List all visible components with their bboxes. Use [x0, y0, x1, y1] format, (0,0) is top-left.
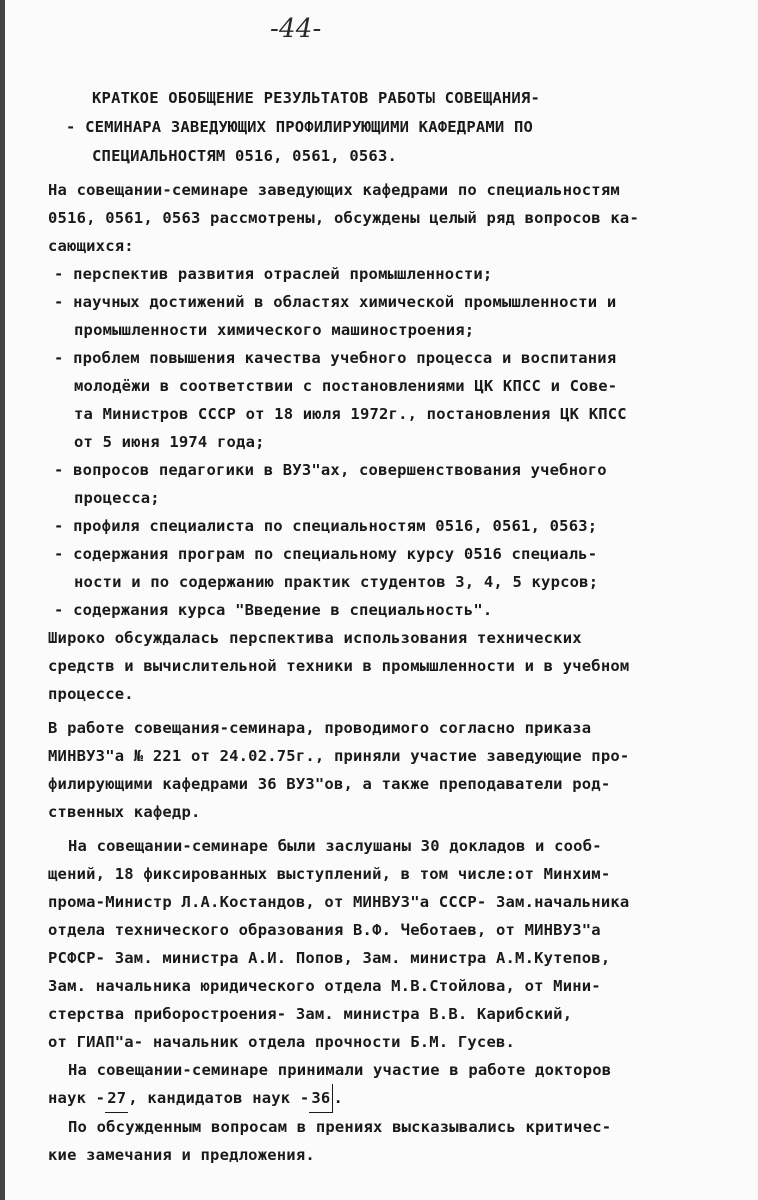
list-item: - перспектив развития отраслей промышленности;: [54, 265, 493, 283]
paragraph-work: [48, 714, 738, 826]
text-line: средств и вычислительной техники в промышленности и в учебном: [48, 657, 630, 675]
topics-list: [48, 260, 738, 624]
text-line: ственных кафедр.: [48, 803, 201, 821]
list-item-continuation: промышленности химического машиностроения;: [74, 321, 475, 339]
text-fragment: .: [333, 1089, 344, 1107]
title-line: КРАТКОЕ ОБОБЩЕНИЕ РЕЗУЛЬТАТОВ РАБОТЫ СОВЕЩАНИЯ-: [92, 89, 540, 107]
text-line: [48, 1084, 738, 1113]
paragraph-remarks: [48, 1113, 738, 1169]
document-body: [48, 176, 738, 1169]
doctors-count: 27: [105, 1084, 128, 1113]
paragraph-reports: [48, 832, 738, 1056]
list-item-continuation: молодёжи в соответствии с постановлениями ЦК КПСС и Сове-: [74, 377, 618, 395]
candidates-count: 36: [309, 1084, 333, 1113]
list-item: - содержания курса "Введение в специальность".: [54, 601, 493, 619]
text-fragment: наук -: [48, 1089, 106, 1107]
list-item: - содержания програм по специальному курсу 0516 специаль-: [54, 545, 598, 563]
text-line: отдела технического образования В.Ф. Чеботаев, от МИНВУЗ"а: [48, 921, 601, 939]
text-line: от ГИАП"а- начальник отдела прочности Б.М. Гусев.: [48, 1033, 516, 1051]
intro-paragraph: [48, 176, 738, 260]
list-item: - научных достижений в областях химической промышленности и: [54, 293, 617, 311]
text-line: МИНВУЗ"а № 221 от 24.02.75г., приняли участие заведующие про-: [48, 747, 630, 765]
document-title: [66, 84, 712, 171]
title-line: СПЕЦИАЛЬНОСТЯМ 0516, 0561, 0563.: [92, 147, 398, 165]
list-item: - профиля специалиста по специальностям 0516, 0561, 0563;: [54, 517, 598, 535]
text-line: филирующими кафедрами 36 ВУЗ"ов, а также преподаватели род-: [48, 775, 611, 793]
title-line: - СЕМИНАРА ЗАВЕДУЮЩИХ ПРОФИЛИРУЮЩИМИ КАФЕДРАМИ ПО: [66, 118, 534, 136]
list-item-continuation: процесса;: [74, 489, 160, 507]
page-edge-shadow: [0, 0, 5, 1200]
text-line: щений, 18 фиксированных выступлений, в том числе:от Минхим-: [48, 865, 611, 883]
text-line: Зам. начальника юридического отдела М.В.Стойлова, от Мини-: [48, 977, 601, 995]
text-line: сающихся:: [48, 237, 134, 255]
text-line: Широко обсуждалась перспектива использования технических: [48, 629, 582, 647]
text-line: РСФСР- Зам. министра А.И. Попов, Зам. министра А.М.Кутепов,: [48, 949, 611, 967]
text-line: На совещании-семинаре были заслушаны 30 докладов и сооб-: [68, 837, 602, 855]
list-item: - проблем повышения качества учебного процесса и воспитания: [54, 349, 617, 367]
paragraph-participants: [48, 1056, 738, 1113]
paragraph-technology: [48, 624, 738, 708]
list-item: - вопросов педагогики в ВУЗ"ах, совершенствования учебного: [54, 461, 607, 479]
text-line: По обсужденным вопросам в прениях высказывались критичес-: [68, 1118, 612, 1136]
list-item-continuation: от 5 июня 1974 года;: [74, 433, 265, 451]
text-line: прома-Министр Л.А.Костандов, от МИНВУЗ"а СССР- Зам.начальника: [48, 893, 630, 911]
text-line: кие замечания и предложения.: [48, 1146, 315, 1164]
list-item-continuation: та Министров СССР от 18 июля 1972г., постановления ЦК КПСС: [74, 405, 627, 423]
list-item-continuation: ности и по содержанию практик студентов 3, 4, 5 курсов;: [74, 573, 599, 591]
text-line: В работе совещания-семинара, проводимого согласно приказа: [48, 719, 592, 737]
text-line: процессе.: [48, 685, 134, 703]
text-line: 0516, 0561, 0563 рассмотрены, обсуждены целый ряд вопросов ка-: [48, 209, 639, 227]
text-fragment: , кандидатов наук -: [128, 1089, 310, 1107]
text-line: стерства приборостроения- Зам. министра В.В. Карибский,: [48, 1005, 573, 1023]
text-line: На совещании-семинаре принимали участие в работе докторов: [68, 1061, 612, 1079]
text-line: На совещании-семинаре заведующих кафедрами по специальностям: [48, 181, 620, 199]
page-number: -44-: [270, 14, 322, 44]
